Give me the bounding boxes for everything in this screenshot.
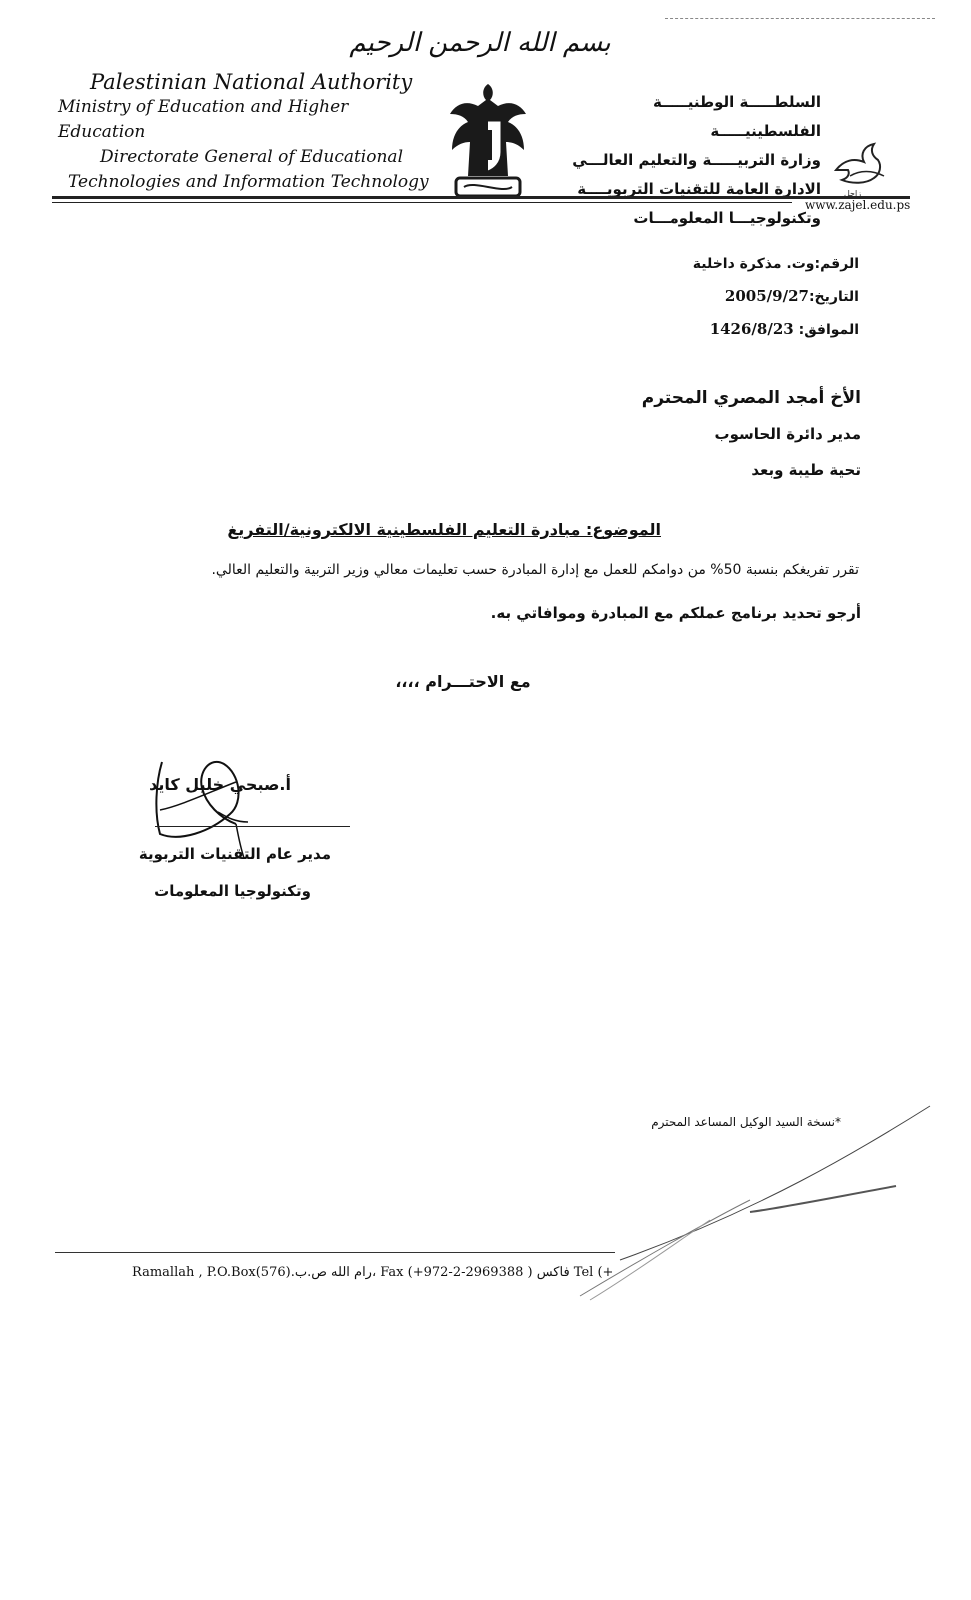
hijri-date-label: الموافق: [798, 322, 859, 338]
arabic-line-ministry: وزارة التربيـــــة والتعليم العالـــي [572, 151, 821, 169]
footer-contact: Ramallah , P.O.Box(576).رام الله ص.ب، Fax (+972-2-2969388 ) فاكس Tel (+ [132, 1265, 614, 1280]
logo-caption: زاجل [844, 189, 862, 198]
header-rule [52, 196, 910, 199]
arabic-line-directorate: الادارة العامة للتقنيات التربويــــة [577, 180, 821, 198]
reference-block [693, 248, 859, 346]
arabic-letterhead [551, 88, 821, 233]
scan-marks [560, 1100, 940, 1310]
zajel-bird-logo-icon [830, 140, 890, 200]
arabic-line-authority: السلطـــــة الوطنيـــــة الفلسطينيـــــة [652, 93, 821, 140]
signatory-title-line-1: مدير عام التقنيات التربوية [138, 845, 331, 863]
closing-regards: مع الاحتـــرام ،،،، [395, 672, 531, 691]
subject-line: الموضوع: مبادرة التعليم الفلسطينية الالكترونية/التفريغ [227, 520, 661, 539]
body-paragraph-2: أرجو تحديد برنامج عملكم مع المبادرة وموافاتي به. [490, 604, 861, 622]
copy-note: *نسخة السيد الوكيل المساعد المحترم [651, 1115, 841, 1129]
recipient-title: مدير دائرة الحاسوب [714, 425, 861, 443]
top-dashed-line [665, 18, 935, 19]
reference-number-label: الرقم: [814, 256, 859, 272]
english-letterhead [58, 70, 438, 195]
eagle-emblem-icon [448, 80, 528, 202]
header-rule-thin [52, 202, 792, 203]
signature-line [155, 826, 350, 827]
signatory-title-line-2: وتكنولوجيا المعلومات [154, 882, 311, 900]
recipient-name: الأخ أمجد المصري المحترم [641, 388, 861, 408]
english-line-directorate: Directorate General of Educational [100, 147, 404, 167]
body-paragraph-1: تقرر تفريغكم بنسبة 50% من دوامكم للعمل مع إدارة المبادرة حسب تعليمات معالي وزير التربية والتعليم العالي. [211, 562, 859, 578]
arabic-line-it: وتكنولوجيـــا المعلومـــات [633, 209, 821, 227]
reference-number-value: وت. مذكرة داخلية [692, 256, 815, 272]
website-link[interactable]: www.zajel.edu.ps [805, 198, 911, 212]
date-label: التاريخ: [808, 289, 859, 305]
english-line-technologies: Technologies and Information Technology [68, 172, 429, 192]
english-line-ministry: Ministry of Education and Higher Education [58, 97, 349, 142]
english-line-authority: Palestinian National Authority [90, 70, 413, 94]
footer-rule [55, 1252, 615, 1253]
greeting: تحية طيبة وبعد [751, 461, 861, 479]
recipient-block [642, 380, 861, 488]
basmala: بسم الله الرحمن الرحيم [349, 28, 611, 58]
date-value: 2005/9/27 [724, 287, 809, 305]
hijri-date-value: 1426/8/23 [709, 320, 794, 338]
signatory-name: أ.صبحي خليل كايد [149, 775, 291, 794]
